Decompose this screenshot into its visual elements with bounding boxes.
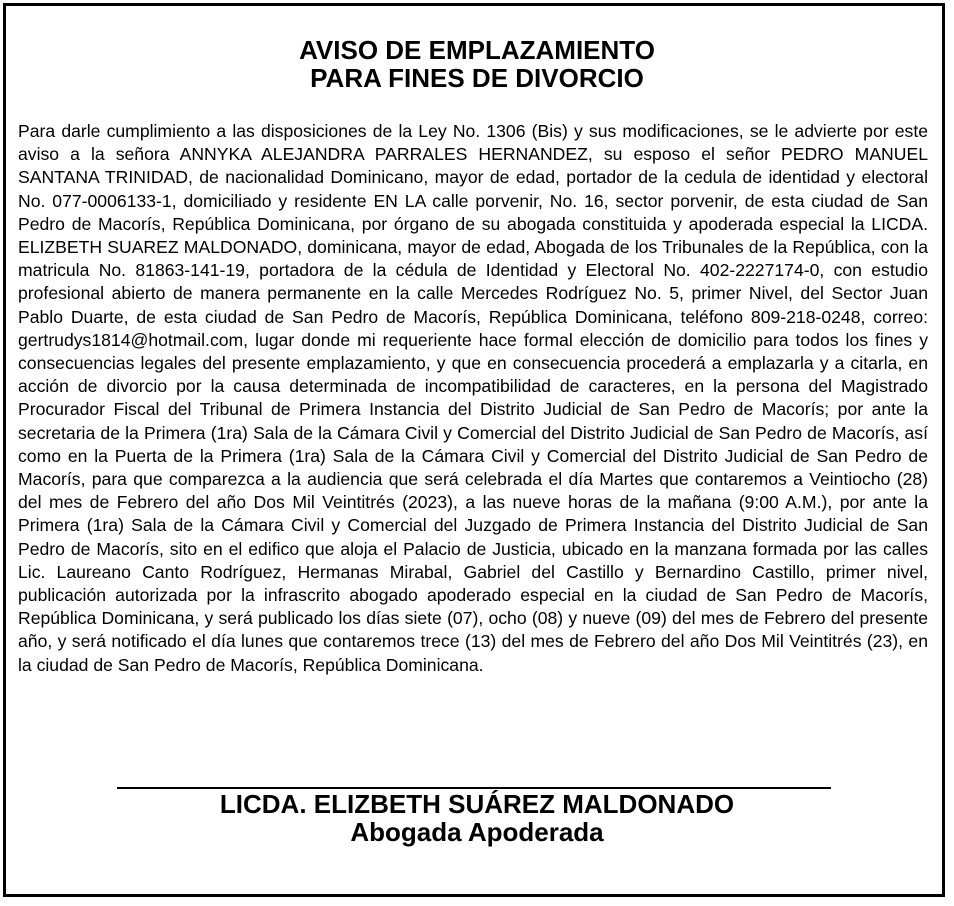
- notice-title-line-1: AVISO DE EMPLAZAMIENTO: [299, 35, 655, 65]
- notice-title: [0, 36, 954, 92]
- signature-name: LICDA. ELIZBETH SUÁREZ MALDONADO: [219, 789, 735, 819]
- signature-role: Abogada Apoderada: [350, 817, 604, 847]
- notice-title-line-2: PARA FINES DE DIVORCIO: [310, 63, 644, 93]
- notice-body: Para darle cumplimiento a las disposiciones de la Ley No. 1306 (Bis) y sus modificaciones, se le advierte por este aviso a la señora ANNYKA ALEJANDRA PARRALES HERNANDEZ, su esposo el señor PEDRO MANUEL SANTANA TRINIDAD, de nacionalidad Dominicano, mayor de edad, portador de la cedula de identidad y electoral No. 077-0006133-1, domiciliado y residente EN LA calle porvenir, No. 16, sector porvenir, de esta ciudad de San Pedro de Macorís, República Dominicana, por órgano de su abogada constituida y apoderada especial la LICDA. ELIZBETH SUAREZ MALDONADO, dominicana, mayor de edad, Abogada de los Tribunales de la República, con la matricula No. 81863-141-19, portadora de la cédula de Identidad y Electoral No. 402-2227174-0, con estudio profesional abierto de manera permanente en la calle Mercedes Rodríguez No. 5, primer Nivel, del Sector Juan Pablo Duarte, de esta ciudad de San Pedro de Macorís, República Dominicana, teléfono 809-218-0248, correo: gertrudys1814@hotmail.com, lugar donde mi requeriente hace formal elección de domicilio para todos los fines y consecuencias legales del presente emplazamiento, y que en consecuencia procederá a emplazarla y a citarla, en acción de divorcio por la causa determinada de incompatibilidad de caracteres, en la persona del Magistrado Procurador Fiscal del Tribunal de Primera Instancia del Distrito Judicial de San Pedro de Macorís; por ante la secretaria de la Primera (1ra) Sala de la Cámara Civil y Comercial del Distrito Judicial de San Pedro de Macorís, así como en la Puerta de la Primera (1ra) Sala de la Cámara Civil y Comercial del Distrito Judicial de San Pedro de Macorís, para que comparezca a la audiencia que será celebrada el día Martes que contaremos a Veintiocho (28) del mes de Febrero del año Dos Mil Veintitrés (2023), a las nueve horas de la mañana (9:00 A.M.), por ante la Primera (1ra) Sala de la Cámara Civil y Comercial del Juzgado de Primera Instancia del Distrito Judicial de San Pedro de Macorís, sito en el edifico que aloja el Palacio de Justicia, ubicado en la manzana formada por las calles Lic. Laureano Canto Rodríguez, Hermanas Mirabal, Gabriel del Castillo y Bernardino Castillo, primer nivel, publicación autorizada por la infrascrito abogado apoderado especial en la ciudad de San Pedro de Macorís, República Dominicana, y será publicado los días siete (07), ocho (08) y nueve (09) del mes de Febrero del presente año, y será notificado el día lunes que contaremos trece (13) del mes de Febrero del año Dos Mil Veintitrés (23), en la ciudad de San Pedro de Macorís, República Dominicana.: [18, 121, 928, 675]
- signature-block: [0, 790, 954, 846]
